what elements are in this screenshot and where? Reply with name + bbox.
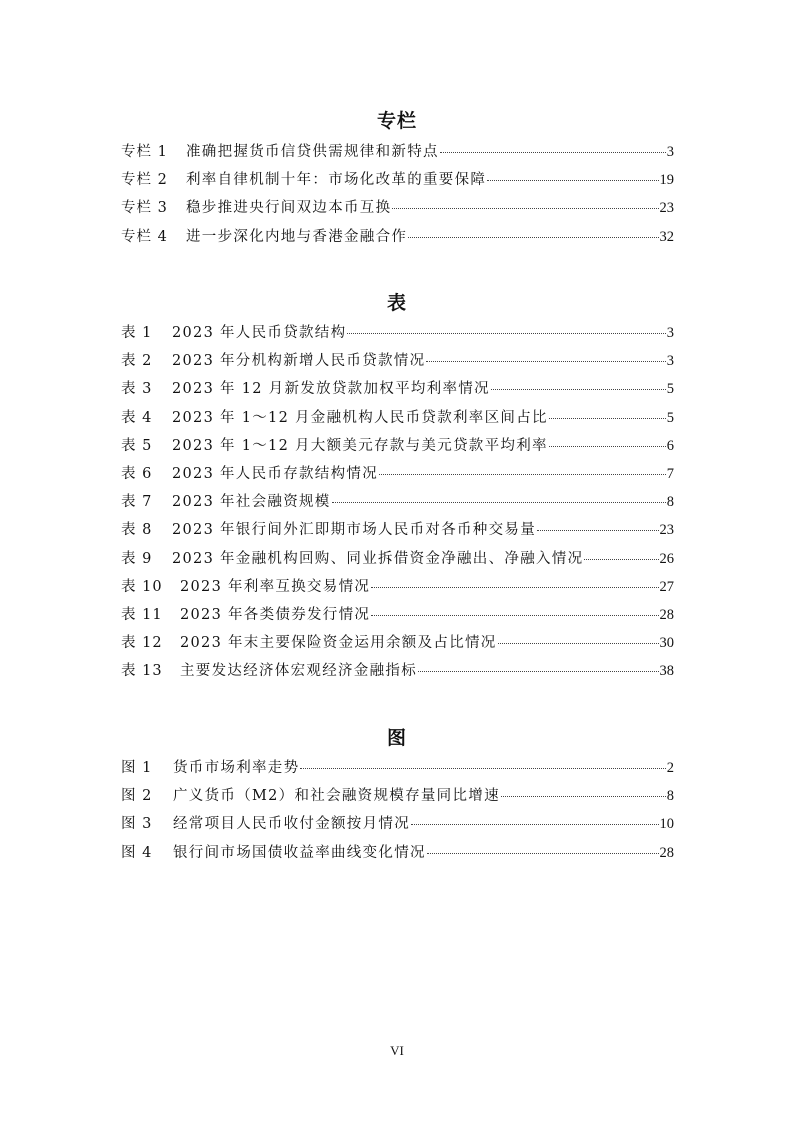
toc-entry[interactable] [121,631,674,659]
toc-entry-page: 23 [659,522,674,539]
toc-entry-page: 3 [666,144,674,160]
toc-entry-page: 6 [666,437,674,454]
toc-entry-page: 26 [659,550,674,567]
toc-entry-title: 准确把握货币信贷供需规律和新特点 [186,144,439,160]
toc-entry-label: 表 12 [121,635,163,652]
toc-entry-page: 32 [659,228,674,245]
toc-entry[interactable] [121,575,674,603]
toc-entry-page: 27 [659,578,674,595]
dot-leader [379,474,666,475]
toc-entry[interactable] [121,547,674,575]
toc-entry-label: 表 6 [121,465,153,482]
toc-entry-page: 23 [659,200,674,217]
dot-leader [501,796,666,797]
toc-entry-title: 经常项目人民币收付金额按月情况 [173,816,410,833]
dot-leader [491,389,666,390]
dot-leader [427,853,659,854]
dot-leader [498,643,659,644]
toc-entry-page: 5 [666,381,674,398]
dot-leader [411,824,659,825]
toc-entry[interactable] [121,756,674,784]
toc-entry[interactable] [121,841,674,869]
dot-leader [300,768,665,769]
toc-entry-label: 专栏 4 [121,228,168,245]
toc-entry[interactable] [121,518,674,546]
columns-toc-list [121,140,674,253]
toc-entry[interactable] [121,168,674,196]
toc-entry[interactable] [121,196,674,224]
toc-entry-title: 稳步推进央行间双边本币互换 [186,200,392,217]
toc-entry-title: 2023 年 12 月新发放贷款加权平均利率情况 [172,381,490,398]
dot-leader [347,333,665,334]
toc-entry-label: 专栏 1 [121,144,168,160]
toc-entry-label: 表 3 [121,381,153,398]
tables-toc-list [121,321,674,687]
tables-section-title: 表 [386,292,407,314]
toc-entry[interactable] [121,321,674,349]
toc-entry-title: 2023 年各类债券发行情况 [180,606,371,623]
toc-entry-title: 2023 年末主要保险资金运用余额及占比情况 [180,635,497,652]
toc-entry-label: 专栏 3 [121,200,168,217]
toc-entry-title: 进一步深化内地与香港金融合作 [186,228,408,245]
toc-entry[interactable] [121,140,674,168]
toc-entry[interactable] [121,490,674,518]
toc-entry-page: 38 [659,663,674,680]
toc-entry[interactable] [121,377,674,405]
toc-entry[interactable] [121,603,674,631]
toc-entry-title: 货币市场利率走势 [173,760,300,776]
figures-toc-list [121,756,674,869]
toc-entry-page: 10 [659,816,674,833]
toc-entry-title: 2023 年社会融资规模 [172,494,331,511]
dot-leader [549,446,666,447]
toc-entry[interactable] [121,349,674,377]
dot-leader [440,152,666,153]
toc-entry[interactable] [121,784,674,812]
toc-entry[interactable] [121,434,674,462]
toc-entry-label: 表 5 [121,437,153,454]
toc-entry[interactable] [121,406,674,434]
toc-entry-label: 图 3 [121,816,153,833]
toc-entry[interactable] [121,225,674,253]
toc-entry[interactable] [121,462,674,490]
toc-entry-label: 表 4 [121,409,153,426]
toc-entry-title: 2023 年 1～12 月金融机构人民币贷款利率区间占比 [172,409,548,426]
toc-entry-title: 主要发达经济体宏观经济金融指标 [180,663,417,680]
toc-entry-page: 3 [666,325,674,341]
toc-entry-label: 表 2 [121,353,153,370]
dot-leader [487,180,658,181]
toc-entry-label: 表 11 [121,606,163,623]
toc-entry-page: 2 [666,760,674,776]
toc-entry-page: 19 [659,172,674,189]
toc-entry-title: 银行间市场国债收益率曲线变化情况 [173,844,426,861]
toc-entry-title: 2023 年 1～12 月大额美元存款与美元贷款平均利率 [172,437,548,454]
dot-leader [392,208,658,209]
toc-entry-title: 2023 年人民币存款结构情况 [172,465,379,482]
toc-entry-page: 7 [666,465,674,482]
dot-leader [549,418,666,419]
toc-entry[interactable] [121,812,674,840]
toc-entry-label: 表 8 [121,522,153,539]
toc-entry-label: 图 1 [121,760,153,776]
dot-leader [426,361,665,362]
toc-entry-page: 3 [666,353,674,370]
toc-entry-label: 图 2 [121,788,153,805]
toc-entry-title: 2023 年金融机构回购、同业拆借资金净融出、净融入情况 [172,550,584,567]
page-number: VI [390,1043,404,1058]
toc-entry-page: 28 [659,606,674,623]
toc-entry-title: 2023 年利率互换交易情况 [180,578,371,595]
toc-entry-title: 2023 年银行间外汇即期市场人民币对各币种交易量 [172,522,537,539]
dot-leader [584,559,658,560]
columns-section-title: 专栏 [376,110,417,132]
toc-entry-title: 2023 年人民币贷款结构 [172,325,347,341]
toc-entry-label: 表 7 [121,494,153,511]
toc-entry-label: 图 4 [121,844,153,861]
toc-entry-title: 广义货币（M2）和社会融资规模存量同比增速 [173,788,500,805]
dot-leader [408,237,658,238]
toc-entry-title: 2023 年分机构新增人民币贷款情况 [172,353,426,370]
toc-entry-page: 8 [666,788,674,805]
toc-entry-label: 表 10 [121,578,163,595]
toc-entry-page: 28 [659,844,674,861]
dot-leader [371,587,658,588]
toc-entry-label: 表 9 [121,550,153,567]
toc-entry-page: 30 [659,635,674,652]
toc-entry-label: 专栏 2 [121,172,168,189]
toc-entry-page: 5 [666,409,674,426]
toc-entry-page: 8 [666,494,674,511]
toc-entry[interactable] [121,659,674,687]
dot-leader [537,530,658,531]
dot-leader [371,615,658,616]
dot-leader [418,671,659,672]
figures-section-title: 图 [386,727,407,749]
toc-entry-label: 表 1 [121,325,153,341]
toc-entry-label: 表 13 [121,663,163,680]
dot-leader [332,502,666,503]
toc-entry-title: 利率自律机制十年：市场化改革的重要保障 [186,172,487,189]
